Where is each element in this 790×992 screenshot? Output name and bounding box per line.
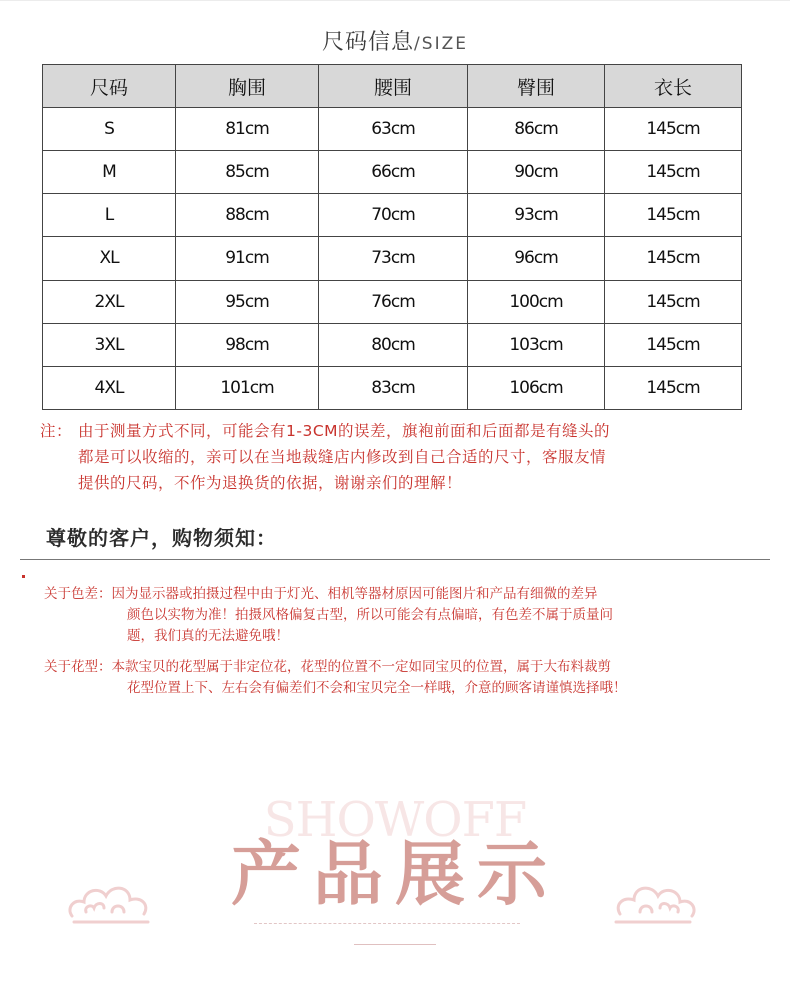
top-divider xyxy=(0,0,790,1)
cell-hip: 100cm xyxy=(468,280,605,323)
cell-waist: 66cm xyxy=(319,151,468,194)
decorative-dashed-line xyxy=(254,923,520,924)
pattern-label: 关于花型： xyxy=(44,659,112,675)
cell-bust: 101cm xyxy=(176,366,319,409)
showcase-title-en: SHOWOFF xyxy=(263,792,527,848)
table-row xyxy=(43,280,742,323)
table-row xyxy=(43,108,742,151)
cell-length: 145cm xyxy=(605,151,742,194)
cell-bust: 98cm xyxy=(176,323,319,366)
header-hip: 臀围 xyxy=(468,65,605,108)
table-row xyxy=(43,237,742,280)
cell-length: 145cm xyxy=(605,108,742,151)
cell-bust: 91cm xyxy=(176,237,319,280)
notice-text: 因为显示器或拍摄过程中由于灯光、相机等器材原因可能图片和产品有细微的差异 xyxy=(111,586,598,602)
cell-hip: 96cm xyxy=(468,237,605,280)
cell-size: L xyxy=(43,194,176,237)
size-section-title xyxy=(0,25,790,56)
note-line: 提供的尺码，不作为退换货的依据，谢谢亲们的理解！ xyxy=(78,474,463,492)
size-title-en: /SIZE xyxy=(414,34,468,54)
table-row xyxy=(43,366,742,409)
cell-waist: 73cm xyxy=(319,237,468,280)
notice-line: 题，我们真的无法避免哦！ xyxy=(127,628,289,644)
cell-hip: 103cm xyxy=(468,323,605,366)
cell-hip: 86cm xyxy=(468,108,605,151)
cloud-ornament-right-icon xyxy=(604,872,700,928)
cell-length: 145cm xyxy=(605,194,742,237)
cell-size: XL xyxy=(43,237,176,280)
size-note xyxy=(40,418,760,496)
notice-line: 颜色以实物为准！拍摄风格偏复古型，所以可能会有点偏暗，有色差不属于质量问 xyxy=(127,607,613,623)
table-row xyxy=(43,151,742,194)
showcase-title-cn: 产品展示 xyxy=(231,832,559,915)
header-bust: 胸围 xyxy=(176,65,319,108)
cell-length: 145cm xyxy=(605,366,742,409)
size-table-header-row xyxy=(43,65,742,108)
note-text: 由于测量方式不同，可能会有1-3CM的误差，旗袍前面和后面都是有缝头的 xyxy=(78,422,611,440)
cell-hip: 106cm xyxy=(468,366,605,409)
cloud-ornament-left-icon xyxy=(64,872,160,928)
cell-hip: 93cm xyxy=(468,194,605,237)
header-waist: 腰围 xyxy=(319,65,468,108)
cell-size: S xyxy=(43,108,176,151)
cell-size: M xyxy=(43,151,176,194)
size-table xyxy=(42,64,742,410)
size-title-cn: 尺码信息 xyxy=(322,30,415,55)
table-row xyxy=(43,323,742,366)
cell-waist: 80cm xyxy=(319,323,468,366)
cell-bust: 95cm xyxy=(176,280,319,323)
cell-length: 145cm xyxy=(605,323,742,366)
color-difference-notice xyxy=(44,584,764,647)
notice-line: 花型位置上下、左右会有偏差们不会和宝贝完全一样哦，介意的顾客请谨慎选择哦！ xyxy=(127,680,627,696)
header-length: 衣长 xyxy=(605,65,742,108)
cell-size: 4XL xyxy=(43,366,176,409)
notice-line xyxy=(44,657,764,678)
note-label: 注： xyxy=(40,422,73,440)
notice-text: 本款宝贝的花型属于非定位花，花型的位置不一定如同宝贝的位置，属于大布料裁剪 xyxy=(111,659,611,675)
cell-waist: 63cm xyxy=(319,108,468,151)
bullet-dot xyxy=(22,575,25,578)
cell-waist: 70cm xyxy=(319,194,468,237)
notice-line xyxy=(44,584,764,605)
pattern-notice xyxy=(44,657,764,699)
cell-length: 145cm xyxy=(605,237,742,280)
cell-bust: 81cm xyxy=(176,108,319,151)
table-row xyxy=(43,194,742,237)
cell-size: 2XL xyxy=(43,280,176,323)
decorative-short-line xyxy=(354,944,436,945)
cell-bust: 85cm xyxy=(176,151,319,194)
cell-waist: 83cm xyxy=(319,366,468,409)
header-size: 尺码 xyxy=(43,65,176,108)
cell-bust: 88cm xyxy=(176,194,319,237)
cell-size: 3XL xyxy=(43,323,176,366)
notice-divider xyxy=(20,559,770,560)
note-line: 都是可以收缩的，亲可以在当地裁缝店内修改到自己合适的尺寸，客服友情 xyxy=(78,448,607,466)
note-line xyxy=(40,418,760,444)
notice-title: 尊敬的客户，购物须知： xyxy=(46,526,277,550)
cell-waist: 76cm xyxy=(319,280,468,323)
cell-length: 145cm xyxy=(605,280,742,323)
cell-hip: 90cm xyxy=(468,151,605,194)
color-label: 关于色差： xyxy=(44,586,112,602)
